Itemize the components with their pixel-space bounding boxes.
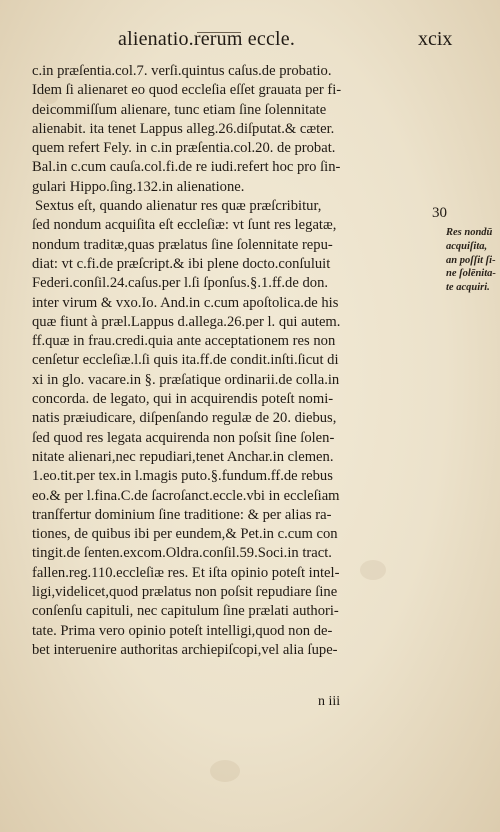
text-line: gulari Hippo.ſing.132.in alienatione. [32,178,245,195]
text-line: tiones, de quibus ibi per eundem,& Pet.in c.cum con [32,526,338,543]
text-line: nondum traditæ,quas prælatus ſine ſolennitate repu- [32,236,333,253]
margin-note-line: an poſſit ſi- [446,254,496,266]
margin-note-line: ne ſolēnita- [446,268,496,280]
margin-note-line: acquiſita, [446,240,488,252]
text-line: ligi,videlicet,quod prælatus non poſsit repudiare ſine [32,584,338,601]
text-line: tranſfertur dominium ſine traditione: & per alias ra- [32,506,332,523]
folio-number: xcix [418,28,453,50]
text-line: quem refert Fely. in c.in præſentia.col.20. de probat. [32,140,336,157]
text-line: ſed nondum acquiſita eſt eccleſiæ: vt ſunt res legatæ, [32,217,337,234]
text-line: natis præiudicare, diſpenſando regulæ de 20. diebus, [32,410,337,427]
paper-stain [210,760,240,782]
text-line: Idem ſi alienaret eo quod eccleſia eſſet grauata per fi- [32,82,342,99]
text-line: deicommiſſum alienare, tunc etiam ſine ſolennitate [32,101,327,118]
margin-note-line: Res nondū [446,227,493,238]
text-line: bet interuenire authoritas archiepiſcopi,vel alia ſupe- [32,641,338,658]
text-line: 1.eo.tit.per tex.in l.magis puto.§.fundum.ff.de rebus [32,468,333,485]
paragraph-start-line: Sextus eſt, quando alienatur res quæ præſcribitur, [35,198,322,215]
text-line: Federi.conſil.24.caſus.per l.ſi ſponſus.§.1.ff.de don. [32,275,329,292]
margin-line-number: 30 [432,205,447,221]
margin-note-line: te acquiri. [446,282,490,294]
body-text [32,62,444,660]
text-line: cenſetur eccleſiæ.l.ſi quis ita.ff.de condit.inſti.ſicut di [32,352,339,369]
text-line: fallen.reg.110.eccleſiæ res. Et iſta opinio poteſt intel- [32,564,340,581]
text-line: c.in præſentia.col.7. verſi.quintus caſus.de probatio. [32,63,332,79]
text-line: tingit.de ſenten.excom.Oldra.conſil.59.Soci.in tract. [32,545,332,562]
text-line: nitate alienari,nec repudiari,tenet Anchar.in clemen. [32,448,334,465]
text-line: Bal.in c.cum cauſa.col.fi.de re iudi.refert hoc pro ſin- [32,159,341,176]
text-line: quæ fiunt à præl.Lappus d.allega.26.per l. qui autem. [32,313,341,330]
page-header [0,28,500,58]
text-line: concorda. de legato, qui in acquirendis poteſt nomi- [32,391,334,408]
text-line: ſed quod res legata acquirenda non poſsit ſine ſolen- [32,429,335,446]
text-line: inter virum & vxo.Io. And.in c.cum apoſtolica.de his [32,294,339,311]
text-line: xi in glo. vacare.in §. præſatique ordinarii.de colla.in [32,371,340,388]
margin-note [446,226,498,295]
signature-mark: n iii [318,694,341,709]
text-line: alienabit. ita tenet Lappus alleg.26.diſputat.& cæter. [32,120,335,137]
text-line: ff.quæ in frau.credi.quia ante acceptationem res non [32,333,336,350]
text-line: diat: vt c.fi.de præſcript.& ibi plene docto.conſuluit [32,255,331,272]
text-line: tate. Prima vero opinio poteſt intelligi,quod non de- [32,622,333,639]
text-line: eo.& per l.fina.C.de ſacroſanct.eccle.vbi in eccleſiam [32,487,340,504]
running-head: alienatio.rerum eccle. [118,28,296,50]
text-line: conſenſu capituli, nec capitulum ſine prælati authori- [32,603,339,620]
